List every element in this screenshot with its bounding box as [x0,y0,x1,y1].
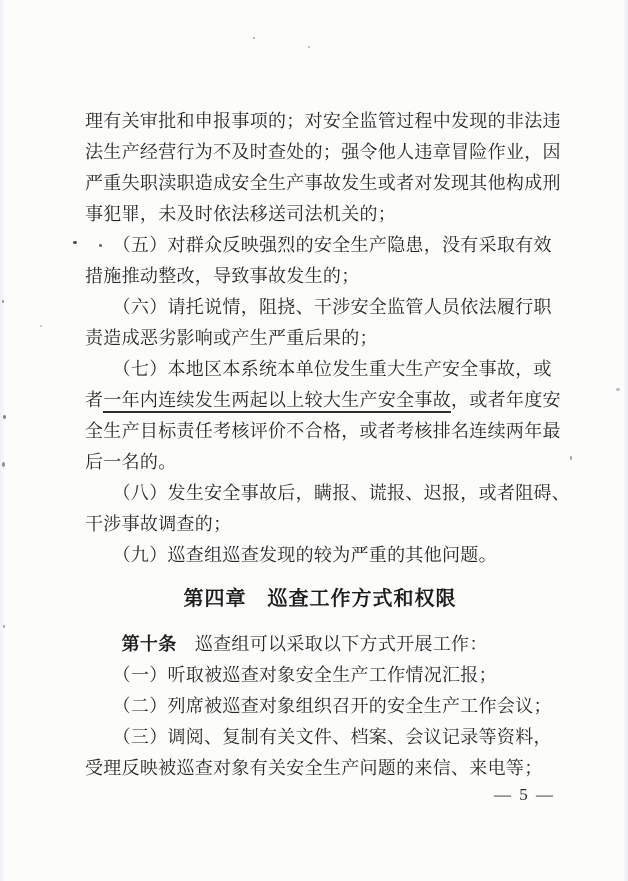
ink-speck [3,415,6,419]
document-line: 严重失职渎职造成安全生产事故发生或者对发现其他构成刑 [85,173,561,193]
document-line: 法生产经营行为不及时查处的；强令他人违章冒险作业，因 [85,142,561,162]
document-line: （六）请托说情，阻挠、干涉安全监管人员依法履行职 [85,297,552,317]
document-line: （二）列席被巡查对象组织召开的安全生产工作会议； [85,696,552,716]
page-number: — 5 — [494,785,555,804]
document-line: 全生产目标责任考核评价不合格，或者考核排名连续两年最 [85,421,561,441]
document-line: 后一名的。 [85,452,177,472]
text-segment: ，或者年度安 [451,390,561,410]
document-line: （九）巡查组巡查发现的较为严重的其他问题。 [85,545,497,565]
text-segment: 巡查组可以采取以下方式开展工作： [176,634,488,654]
article-number: 第十条 [121,634,177,654]
chapter-heading: 第四章 巡查工作方式和权限 [183,588,457,610]
scan-edge-right [623,0,628,881]
document-line: （五）对群众反映强烈的安全生产隐患，没有采取有效 [85,235,552,255]
document-line: 理有关审批和申报事项的；对安全监管过程中发现的非法违 [85,111,561,131]
ink-speck [2,462,5,467]
document-line: 事犯罪，未及时依法移送司法机关的； [85,204,397,224]
document-line: 措施推动整改，导致事故发生的； [85,266,360,286]
document-line: 干涉事故调查的； [85,514,232,534]
document-line [85,385,561,416]
text-segment [85,634,122,654]
document-line: 受理反映被巡查对象有关安全生产问题的来信、来电等； [85,758,543,778]
document-line: 责造成恶劣影响或产生严重后果的； [85,328,378,348]
document-line: （八）发生安全事故后，瞒报、谎报、迟报，或者阻碍、 [85,483,571,503]
scan-edge-left [0,0,5,881]
ink-speck [2,300,4,303]
ink-speck [253,37,255,39]
document-line [85,629,555,660]
ink-speck [40,325,42,327]
ink-speck [570,456,572,460]
ink-speck [73,241,77,244]
ink-speck [616,388,620,391]
document-line: （一）听取被巡查对象安全生产工作情况汇报； [85,665,497,685]
underlined-passage: 一年内连续发生两起以上较大生产安全事故 [103,390,451,413]
text-segment: 者 [85,390,104,410]
document-line: （七）本地区本系统本单位发生重大生产安全事故，或 [85,359,552,379]
ink-speck [3,625,5,628]
document-body [85,106,571,806]
ink-speck [308,46,310,48]
document-line: （三）调阅、复制有关文件、档案、会议记录等资料， [85,727,552,747]
